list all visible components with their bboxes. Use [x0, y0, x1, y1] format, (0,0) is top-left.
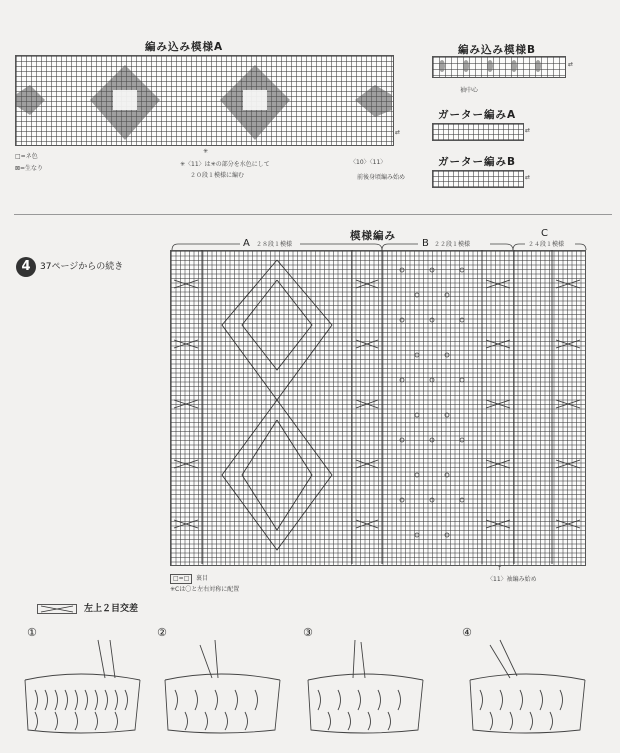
- chart-a-title: 編み込み模様A: [145, 41, 224, 53]
- chart-a-star-mark: ✳: [203, 148, 209, 155]
- panel-a-letter: A: [243, 238, 250, 249]
- panel-c-letter: C: [541, 228, 548, 239]
- step-2-number: ②: [157, 626, 167, 639]
- panel-b-repeat: ２２段１模様: [434, 241, 471, 248]
- chart-b-arrows: ⇄: [568, 61, 574, 68]
- chart-b-center-label: 袖中心: [460, 87, 479, 94]
- pattern-title: 模様編み: [350, 230, 396, 242]
- step-2-illustration: [160, 640, 285, 735]
- chart-a-start-note: 前後身頃編み始め: [357, 174, 406, 181]
- cable-cross-title: 左上２目交差: [84, 604, 139, 614]
- legend-purl-symbol: □=□: [170, 574, 192, 584]
- chart-a-note-2: ２０段１模様に編む: [190, 172, 245, 179]
- garter-a-arrows: ⇄: [525, 127, 531, 134]
- legend-purl-text: 裏目: [196, 575, 209, 582]
- step-4-number: ④: [462, 626, 472, 639]
- legend-line-2: ⊠=生なり: [15, 165, 44, 172]
- garter-a-chart: [432, 123, 524, 141]
- panel-a-repeat: ２８段１模様: [256, 241, 293, 248]
- step-3-illustration: [303, 640, 428, 735]
- step-1-illustration: [20, 640, 145, 735]
- garter-b-chart: [432, 170, 524, 188]
- cable-chart-overlay: [170, 250, 584, 564]
- continued-note: 37ページからの続き: [40, 262, 124, 272]
- section-number-badge: 4: [16, 257, 36, 277]
- chart-a-start-label: 〈10〉〈11〉: [350, 159, 387, 166]
- cable-cross-symbol: [37, 604, 77, 614]
- legend-line-1: □=ネ色: [15, 153, 38, 160]
- garter-b-title: ガーター編みB: [438, 156, 517, 168]
- garter-a-title: ガーター編みA: [438, 109, 517, 121]
- chart-a-arrows: ⇄: [395, 129, 401, 136]
- section-divider: [14, 214, 612, 215]
- panel-c-repeat: ２４段１模様: [528, 241, 565, 248]
- chart-a-note-1: ✳〈11〉は✳の部分を水色にして: [180, 161, 270, 168]
- symmetry-note: ✳Cは〇と左右対称に配置: [170, 586, 240, 593]
- panel-b-letter: B: [422, 238, 429, 249]
- step-1-number: ①: [27, 626, 37, 639]
- chart-a-motifs: [15, 55, 392, 144]
- step-3-number: ③: [303, 626, 313, 639]
- sleeve-start-label: 〈11〉袖編み始め: [487, 576, 537, 583]
- chart-b-title: 編み込み模様B: [458, 44, 537, 56]
- step-4-illustration: [465, 640, 590, 735]
- sleeve-start-arrow: ↑: [497, 565, 503, 572]
- chart-b-motifs: [432, 56, 564, 76]
- garter-b-arrows: ⇄: [525, 174, 531, 181]
